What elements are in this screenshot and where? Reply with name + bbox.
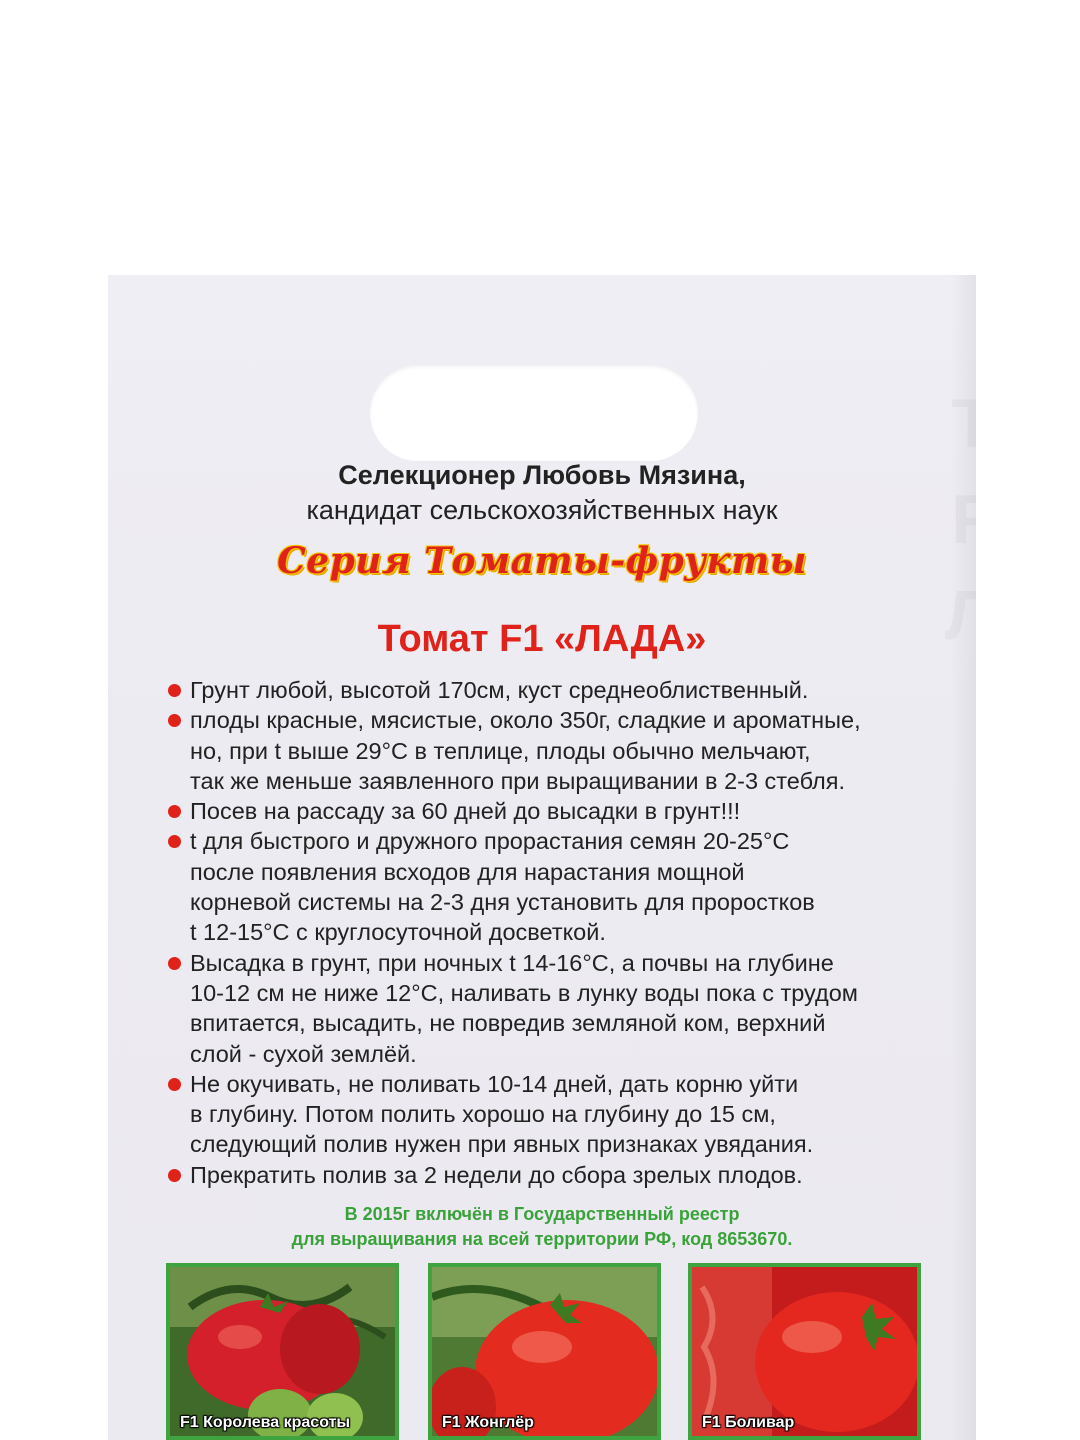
instruction-line: Не окучивать, не поливать 10-14 дней, дать корню уйти: [190, 1070, 799, 1097]
instruction-line: 10-12 см не ниже 12°С, наливать в лунку воды пока с трудом: [190, 979, 858, 1006]
tomato-photo-illustration: [170, 1267, 395, 1436]
instruction-line: следующий полив нужен при явных признаках увядания.: [190, 1131, 814, 1158]
instruction-line: Прекратить полив за 2 недели до сбора зрелых плодов.: [190, 1161, 803, 1188]
instruction-line: слой - сухой землёй.: [190, 1040, 417, 1067]
red-bullet-icon: [168, 1078, 181, 1091]
red-bullet-icon: [168, 835, 181, 848]
photo-caption: F1 Королева красоты: [180, 1414, 351, 1431]
instruction-line: t для быстрого и дружного прорастания семян 20-25°С: [190, 828, 790, 855]
seed-packet: [108, 275, 976, 1440]
instruction-item: [168, 796, 948, 826]
instruction-line: впитается, высадить, не повредив земляной ком, верхний: [190, 1010, 826, 1037]
instruction-item: [168, 1069, 948, 1160]
variety-photo: [688, 1263, 921, 1440]
registry-line: В 2015г включён в Государственный реестр: [344, 1204, 740, 1224]
state-registry-note: [108, 1202, 976, 1252]
growing-instructions: [168, 675, 948, 1190]
photo-caption: F1 Жонглёр: [442, 1414, 534, 1431]
red-bullet-icon: [168, 805, 181, 818]
instruction-line: плоды красные, мясистые, около 350г, сладкие и ароматные,: [190, 707, 861, 734]
red-bullet-icon: [168, 714, 181, 727]
product-title: Томат F1 «ЛАДА»: [377, 618, 707, 660]
red-bullet-icon: [168, 1169, 181, 1182]
instruction-item: [168, 948, 948, 1069]
instruction-item: [168, 675, 948, 705]
tomato-photo-illustration: [692, 1267, 917, 1436]
registry-line: для выращивания на всей территории РФ, код 8653670.: [291, 1229, 793, 1249]
hang-hole: [370, 365, 698, 461]
variety-photo: [428, 1263, 661, 1440]
breeder-title: кандидат сельскохозяйственных наук: [306, 495, 778, 525]
instruction-line: Высадка в грунт, при ночных t 14-16°С, а почвы на глубине: [190, 949, 834, 976]
packet-edge-shadow: [950, 275, 976, 1440]
photo-caption: F1 Боливар: [702, 1414, 795, 1431]
instruction-line: Посев на рассаду за 60 дней до высадки в грунт!!!: [190, 798, 741, 825]
instruction-item: [168, 705, 948, 796]
tomato-photo-illustration: [432, 1267, 657, 1436]
red-bullet-icon: [168, 684, 181, 697]
instruction-line: корневой системы на 2-3 дня установить для проростков: [190, 889, 815, 916]
instruction-line: Грунт любой, высотой 170см, куст среднеоблиственный.: [190, 677, 809, 703]
breeder-name: Селекционер Любовь Мязина,: [338, 460, 746, 490]
instruction-line: так же меньше заявленного при выращивании в 2-3 стебля.: [190, 767, 845, 794]
instruction-line: но, при t выше 29°С в теплице, плоды обычно мельчают,: [190, 737, 811, 764]
instruction-item: [168, 1160, 948, 1190]
instruction-line: t 12-15°С с круглосуточной досветкой.: [190, 919, 606, 946]
series-title: Серия Томаты-фрукты: [277, 540, 807, 582]
instruction-line: в глубину. Потом полить хорошо на глубину до 15 см,: [190, 1101, 776, 1128]
instruction-item: [168, 826, 948, 947]
variety-photo: [166, 1263, 399, 1440]
instruction-line: после появления всходов для нарастания мощной: [190, 858, 745, 885]
red-bullet-icon: [168, 957, 181, 970]
